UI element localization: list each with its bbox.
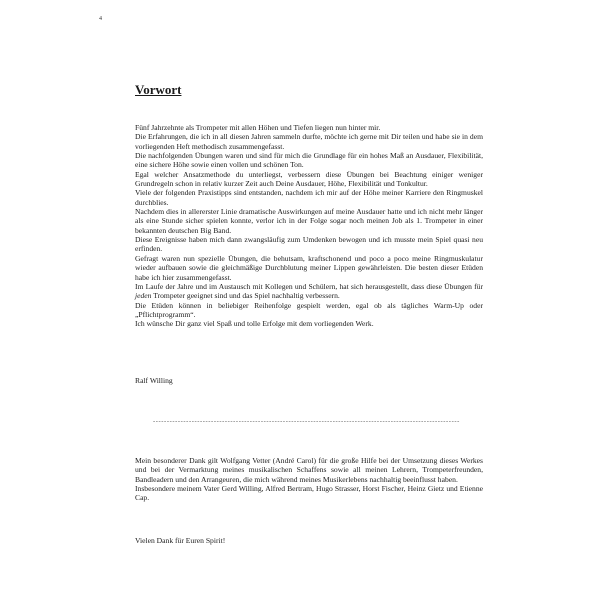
foreword-paragraph: Die Etüden können in beliebiger Reihenfolge gespielt werden, egal ob als tägliches Warm-Up oder „Pflichtprogramm“. — [135, 300, 483, 319]
foreword-paragraph: Diese Ereignisse haben mich dann zwangsläufig zum Umdenken bewogen und ich musste mein Spiel quasi neu erfinden. — [135, 235, 483, 254]
foreword-paragraph: Die nachfolgenden Übungen waren und sind für mich die Grundlage für ein hohes Maß an Ausdauer, Flexibilität, eine sichere Höhe sowie einen vollen und schönen Ton. — [135, 151, 483, 170]
foreword-paragraph-experience — [135, 282, 483, 301]
page-number: 4 — [99, 16, 102, 22]
foreword-paragraph: Nachdem dies in allererster Linie dramatische Auswirkungen auf meine Ausdauer hatte und ich nicht mehr länger als eine Stunde sicher spielen konnte, verlor ich in der Folge sogar noch meinen Job als 1. Trompeter in einer bekannten deutschen Big Band. — [135, 207, 483, 235]
foreword-paragraph: Viele der folgenden Praxistipps sind entstanden, nachdem ich mir auf der Höhe meiner Karriere den Ringmuskel durchblies. — [135, 188, 483, 207]
foreword-paragraph: Ich wünsche Dir ganz viel Spaß und tolle Erfolge mit dem vorliegenden Werk. — [135, 319, 374, 329]
thanks-paragraph: Mein besonderer Dank gilt Wolfgang Vetter (André Carol) für die große Hilfe bei der Umsetzung dieses Werkes und bei der Vermarktung meines musikalischen Schaffens sowie all meinen Lehrern, Trompeterfreunden, Bandleadern und den Arrangeuren, die mich während meines Musikerlebens nachhaltig beeinflusst haben. — [135, 456, 483, 484]
foreword-paragraph: Die Erfahrungen, die ich in all diesen Jahren sammeln durfte, möchte ich gerne mit Dir teilen und habe sie in dem vorliegenden Heft methodisch zusammengefasst. — [135, 132, 483, 151]
thanks-body — [135, 456, 483, 503]
closing-line: Vielen Dank für Euren Spirit! — [135, 536, 226, 545]
page-title: Vorwort — [135, 82, 182, 97]
foreword-paragraph: Egal welcher Ansatzmethode du unterliegst, verbessern diese Übungen bei Beachtung einiger weniger Grundregeln schon in relativ kurzer Zeit auch Deine Ausdauer, Höhe, Flexibilität und Tonkultur. — [135, 169, 483, 189]
experience-emphasis: jeden — [135, 291, 152, 301]
foreword-body — [135, 123, 483, 329]
thanks-paragraph: Insbesondere meinem Vater Gerd Willing, Alfred Bertram, Hugo Strasser, Horst Fischer, Heinz Gietz und Etienne Cap. — [135, 484, 483, 503]
experience-text-end: Trompeter geeignet sind und das Spiel nachhaltig verbessern. — [151, 291, 340, 301]
section-divider: --------------------------------------------------------------------------------------------------------------- — [153, 418, 460, 425]
signature: Ralf Willing — [135, 376, 173, 385]
experience-text-start: Im Laufe der Jahre und im Austausch mit Kollegen und Schülern, hat sich herausgestellt, dass diese Übungen für — [135, 281, 483, 291]
foreword-paragraph: Gefragt waren nun spezielle Übungen, die behutsam, kraftschonend und poco a poco meine Ringmuskulatur wieder aufbauen sowie die gleichmäßige Durchblutung meiner Lippen gewährleisten. Die besten dieser Etüden habe ich hier zusammengefasst. — [135, 253, 483, 282]
foreword-paragraph: Fünf Jahrzehnte als Trompeter mit allen Höhen und Tiefen liegen nun hinter mir. — [135, 123, 381, 132]
